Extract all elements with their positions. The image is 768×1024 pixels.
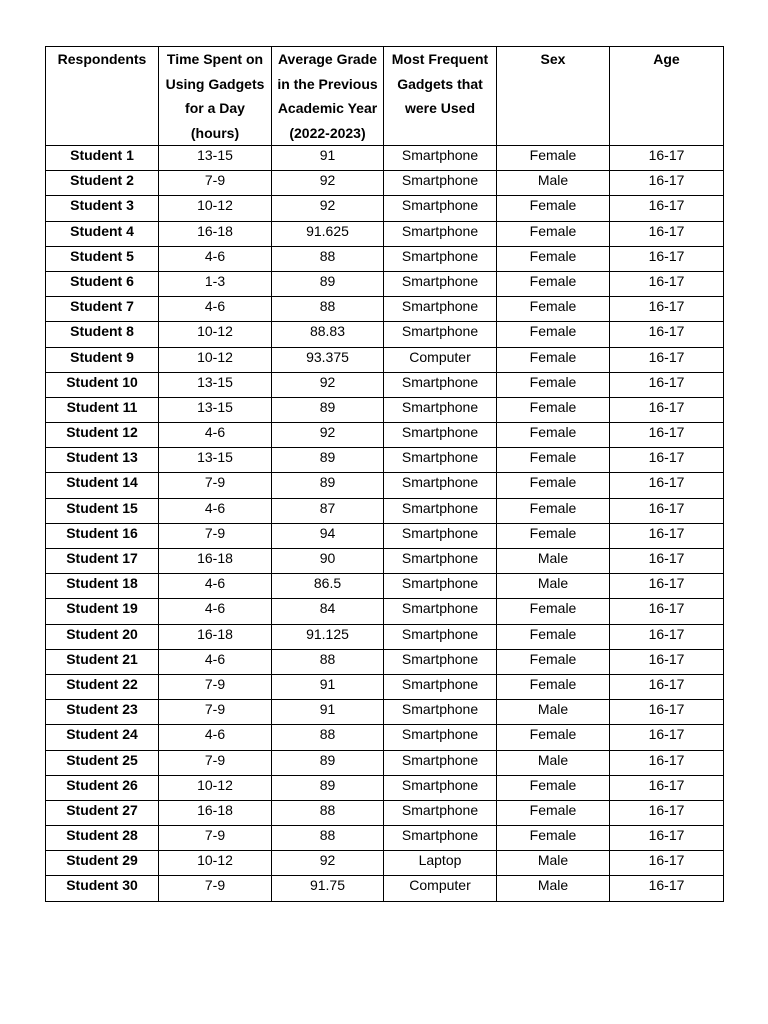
average-grade-cell: 89 — [272, 271, 384, 296]
average-grade-cell: 86.5 — [272, 574, 384, 599]
table-row — [46, 322, 724, 347]
average-grade-cell: 89 — [272, 750, 384, 775]
respondent-cell: Student 14 — [46, 473, 159, 498]
table-row — [46, 549, 724, 574]
average-grade-cell: 92 — [272, 171, 384, 196]
gadget-cell: Smartphone — [384, 775, 497, 800]
average-grade-cell: 88 — [272, 725, 384, 750]
time-spent-cell: 10-12 — [159, 196, 272, 221]
sex-cell: Female — [497, 725, 610, 750]
respondent-cell: Student 6 — [46, 271, 159, 296]
table-row — [46, 700, 724, 725]
gadget-cell: Smartphone — [384, 523, 497, 548]
average-grade-cell: 88 — [272, 297, 384, 322]
sex-cell: Female — [497, 246, 610, 271]
gadget-cell: Smartphone — [384, 246, 497, 271]
time-spent-cell: 16-18 — [159, 549, 272, 574]
header-most-frequent-gadgets — [384, 47, 497, 146]
gadget-cell: Computer — [384, 876, 497, 901]
respondent-cell: Student 25 — [46, 750, 159, 775]
respondent-cell: Student 19 — [46, 599, 159, 624]
respondent-cell: Student 21 — [46, 649, 159, 674]
sex-cell: Female — [497, 372, 610, 397]
gadget-cell: Smartphone — [384, 397, 497, 422]
table-row — [46, 146, 724, 171]
respondent-cell: Student 27 — [46, 800, 159, 825]
average-grade-cell: 88 — [272, 246, 384, 271]
time-spent-cell: 7-9 — [159, 674, 272, 699]
table-row — [46, 674, 724, 699]
table-row — [46, 372, 724, 397]
age-cell: 16-17 — [610, 171, 724, 196]
average-grade-cell: 91 — [272, 700, 384, 725]
average-grade-cell: 92 — [272, 851, 384, 876]
time-spent-cell: 10-12 — [159, 347, 272, 372]
average-grade-cell: 88 — [272, 826, 384, 851]
sex-cell: Female — [497, 775, 610, 800]
age-cell: 16-17 — [610, 649, 724, 674]
sex-cell: Female — [497, 347, 610, 372]
table-row — [46, 246, 724, 271]
header-line: (hours) — [190, 124, 240, 141]
age-cell: 16-17 — [610, 246, 724, 271]
header-line: Gadgets that — [397, 75, 483, 92]
respondent-cell: Student 23 — [46, 700, 159, 725]
age-cell: 16-17 — [610, 347, 724, 372]
respondent-cell: Student 7 — [46, 297, 159, 322]
respondent-cell: Student 2 — [46, 171, 159, 196]
sex-cell: Male — [497, 700, 610, 725]
header-sex — [497, 47, 610, 146]
gadget-cell: Smartphone — [384, 574, 497, 599]
age-cell: 16-17 — [610, 700, 724, 725]
time-spent-cell: 16-18 — [159, 221, 272, 246]
sex-cell: Female — [497, 826, 610, 851]
average-grade-cell: 92 — [272, 372, 384, 397]
respondent-cell: Student 22 — [46, 674, 159, 699]
table-row — [46, 171, 724, 196]
respondent-cell: Student 4 — [46, 221, 159, 246]
gadget-cell: Smartphone — [384, 750, 497, 775]
age-cell: 16-17 — [610, 297, 724, 322]
header-line: Sex — [540, 51, 566, 67]
respondent-cell: Student 17 — [46, 549, 159, 574]
gadget-cell: Smartphone — [384, 826, 497, 851]
sex-cell: Female — [497, 523, 610, 548]
gadget-cell: Smartphone — [384, 423, 497, 448]
time-spent-cell: 4-6 — [159, 498, 272, 523]
time-spent-cell: 10-12 — [159, 775, 272, 800]
age-cell: 16-17 — [610, 196, 724, 221]
age-cell: 16-17 — [610, 775, 724, 800]
gadget-cell: Smartphone — [384, 448, 497, 473]
table-row — [46, 423, 724, 448]
age-cell: 16-17 — [610, 851, 724, 876]
time-spent-cell: 10-12 — [159, 851, 272, 876]
respondent-cell: Student 15 — [46, 498, 159, 523]
table-row — [46, 750, 724, 775]
average-grade-cell: 87 — [272, 498, 384, 523]
gadget-cell: Smartphone — [384, 322, 497, 347]
age-cell: 16-17 — [610, 448, 724, 473]
age-cell: 16-17 — [610, 800, 724, 825]
age-cell: 16-17 — [610, 523, 724, 548]
average-grade-cell: 89 — [272, 448, 384, 473]
header-line: Academic Year — [277, 100, 378, 116]
header-line: Respondents — [57, 51, 147, 67]
time-spent-cell: 4-6 — [159, 246, 272, 271]
time-spent-cell: 4-6 — [159, 574, 272, 599]
sex-cell: Male — [497, 851, 610, 876]
table-row — [46, 397, 724, 422]
time-spent-cell: 7-9 — [159, 876, 272, 901]
age-cell: 16-17 — [610, 624, 724, 649]
table-row — [46, 271, 724, 296]
sex-cell: Female — [497, 448, 610, 473]
respondent-cell: Student 5 — [46, 246, 159, 271]
time-spent-cell: 4-6 — [159, 599, 272, 624]
sex-cell: Female — [497, 146, 610, 171]
sex-cell: Male — [497, 750, 610, 775]
age-cell: 16-17 — [610, 549, 724, 574]
gadget-cell: Smartphone — [384, 549, 497, 574]
age-cell: 16-17 — [610, 826, 724, 851]
age-cell: 16-17 — [610, 599, 724, 624]
table-row — [46, 775, 724, 800]
sex-cell: Female — [497, 397, 610, 422]
gadget-cell: Smartphone — [384, 725, 497, 750]
document-page — [45, 46, 723, 902]
sex-cell: Female — [497, 423, 610, 448]
table-header-row — [46, 47, 724, 146]
respondent-cell: Student 8 — [46, 322, 159, 347]
time-spent-cell: 10-12 — [159, 322, 272, 347]
table-row — [46, 624, 724, 649]
gadget-cell: Smartphone — [384, 271, 497, 296]
gadget-cell: Smartphone — [384, 171, 497, 196]
table-row — [46, 826, 724, 851]
age-cell: 16-17 — [610, 498, 724, 523]
sex-cell: Female — [497, 674, 610, 699]
respondent-cell: Student 28 — [46, 826, 159, 851]
average-grade-cell: 93.375 — [272, 347, 384, 372]
sex-cell: Female — [497, 800, 610, 825]
gadget-cell: Smartphone — [384, 700, 497, 725]
average-grade-cell: 84 — [272, 599, 384, 624]
average-grade-cell: 90 — [272, 549, 384, 574]
header-line: in the Previous — [277, 75, 378, 92]
table-row — [46, 473, 724, 498]
time-spent-cell: 13-15 — [159, 448, 272, 473]
average-grade-cell: 88 — [272, 800, 384, 825]
age-cell: 16-17 — [610, 397, 724, 422]
header-line: Time Spent on — [166, 51, 264, 67]
table-row — [46, 221, 724, 246]
gadget-cell: Smartphone — [384, 498, 497, 523]
age-cell: 16-17 — [610, 372, 724, 397]
header-line: Average Grade — [277, 51, 378, 67]
respondent-cell: Student 24 — [46, 725, 159, 750]
gadget-cell: Smartphone — [384, 800, 497, 825]
gadget-cell: Computer — [384, 347, 497, 372]
time-spent-cell: 7-9 — [159, 523, 272, 548]
time-spent-cell: 16-18 — [159, 800, 272, 825]
time-spent-cell: 7-9 — [159, 473, 272, 498]
table-row — [46, 498, 724, 523]
sex-cell: Female — [497, 221, 610, 246]
sex-cell: Female — [497, 498, 610, 523]
time-spent-cell: 4-6 — [159, 649, 272, 674]
header-average-grade — [272, 47, 384, 146]
time-spent-cell: 16-18 — [159, 624, 272, 649]
respondent-cell: Student 1 — [46, 146, 159, 171]
gadget-cell: Smartphone — [384, 473, 497, 498]
time-spent-cell: 1-3 — [159, 271, 272, 296]
sex-cell: Female — [497, 624, 610, 649]
gadget-cell: Smartphone — [384, 372, 497, 397]
time-spent-cell: 13-15 — [159, 146, 272, 171]
header-line: Age — [653, 51, 680, 67]
sex-cell: Female — [497, 297, 610, 322]
table-row — [46, 574, 724, 599]
gadget-cell: Smartphone — [384, 196, 497, 221]
respondent-cell: Student 16 — [46, 523, 159, 548]
age-cell: 16-17 — [610, 473, 724, 498]
time-spent-cell: 7-9 — [159, 750, 272, 775]
table-body — [46, 146, 724, 902]
table-row — [46, 297, 724, 322]
sex-cell: Female — [497, 599, 610, 624]
average-grade-cell: 92 — [272, 196, 384, 221]
average-grade-cell: 91.625 — [272, 221, 384, 246]
average-grade-cell: 91.75 — [272, 876, 384, 901]
average-grade-cell: 89 — [272, 775, 384, 800]
table-row — [46, 448, 724, 473]
average-grade-cell: 91.125 — [272, 624, 384, 649]
respondent-cell: Student 30 — [46, 876, 159, 901]
age-cell: 16-17 — [610, 271, 724, 296]
sex-cell: Female — [497, 322, 610, 347]
table-row — [46, 599, 724, 624]
sex-cell: Female — [497, 196, 610, 221]
age-cell: 16-17 — [610, 423, 724, 448]
table-row — [46, 649, 724, 674]
respondent-cell: Student 20 — [46, 624, 159, 649]
average-grade-cell: 89 — [272, 473, 384, 498]
gadget-cell: Smartphone — [384, 297, 497, 322]
time-spent-cell: 13-15 — [159, 372, 272, 397]
time-spent-cell: 13-15 — [159, 397, 272, 422]
respondent-cell: Student 10 — [46, 372, 159, 397]
table-row — [46, 876, 724, 901]
age-cell: 16-17 — [610, 322, 724, 347]
header-line: (2022-2023) — [289, 124, 366, 141]
sex-cell: Female — [497, 271, 610, 296]
header-line: for a Day — [185, 100, 245, 116]
sex-cell: Female — [497, 473, 610, 498]
respondent-cell: Student 3 — [46, 196, 159, 221]
average-grade-cell: 91 — [272, 674, 384, 699]
age-cell: 16-17 — [610, 750, 724, 775]
sex-cell: Male — [497, 574, 610, 599]
respondent-cell: Student 12 — [46, 423, 159, 448]
time-spent-cell: 7-9 — [159, 826, 272, 851]
respondent-cell: Student 18 — [46, 574, 159, 599]
sex-cell: Male — [497, 549, 610, 574]
table-row — [46, 347, 724, 372]
age-cell: 16-17 — [610, 725, 724, 750]
gadget-cell: Smartphone — [384, 146, 497, 171]
age-cell: 16-17 — [610, 876, 724, 901]
age-cell: 16-17 — [610, 146, 724, 171]
average-grade-cell: 88 — [272, 649, 384, 674]
age-cell: 16-17 — [610, 221, 724, 246]
respondent-cell: Student 9 — [46, 347, 159, 372]
respondent-cell: Student 26 — [46, 775, 159, 800]
table-row — [46, 196, 724, 221]
table-row — [46, 523, 724, 548]
header-line: were Used — [404, 100, 476, 116]
gadget-cell: Laptop — [384, 851, 497, 876]
time-spent-cell: 4-6 — [159, 725, 272, 750]
header-time-spent — [159, 47, 272, 146]
respondents-table — [45, 46, 724, 902]
gadget-cell: Smartphone — [384, 674, 497, 699]
time-spent-cell: 7-9 — [159, 171, 272, 196]
table-row — [46, 800, 724, 825]
respondent-cell: Student 29 — [46, 851, 159, 876]
gadget-cell: Smartphone — [384, 221, 497, 246]
header-line: Using Gadgets — [165, 75, 265, 92]
average-grade-cell: 94 — [272, 523, 384, 548]
age-cell: 16-17 — [610, 574, 724, 599]
average-grade-cell: 89 — [272, 397, 384, 422]
gadget-cell: Smartphone — [384, 599, 497, 624]
sex-cell: Female — [497, 649, 610, 674]
age-cell: 16-17 — [610, 674, 724, 699]
average-grade-cell: 91 — [272, 146, 384, 171]
respondent-cell: Student 11 — [46, 397, 159, 422]
time-spent-cell: 4-6 — [159, 423, 272, 448]
header-age — [610, 47, 724, 146]
respondent-cell: Student 13 — [46, 448, 159, 473]
table-row — [46, 851, 724, 876]
header-respondents — [46, 47, 159, 146]
header-line: Most Frequent — [391, 51, 489, 67]
sex-cell: Male — [497, 876, 610, 901]
average-grade-cell: 88.83 — [272, 322, 384, 347]
time-spent-cell: 4-6 — [159, 297, 272, 322]
table-row — [46, 725, 724, 750]
gadget-cell: Smartphone — [384, 649, 497, 674]
sex-cell: Male — [497, 171, 610, 196]
time-spent-cell: 7-9 — [159, 700, 272, 725]
gadget-cell: Smartphone — [384, 624, 497, 649]
average-grade-cell: 92 — [272, 423, 384, 448]
